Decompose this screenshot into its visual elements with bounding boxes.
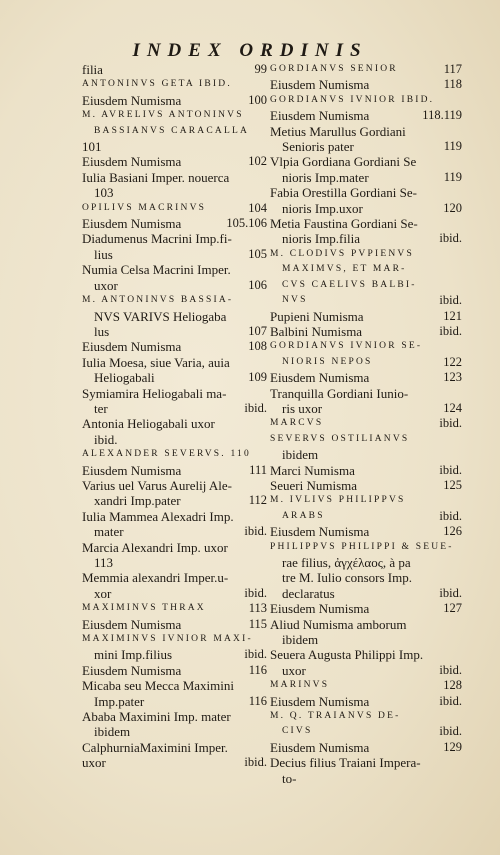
- entry-page-number: 128: [443, 678, 462, 693]
- entry-text-line: xor: [94, 585, 112, 601]
- index-entry: [82, 570, 267, 601]
- entry-text-line: ter: [94, 400, 108, 416]
- entry-page-number: ibid.: [439, 416, 462, 431]
- entry-text-line: Seuera Augusta Philippi Imp.: [270, 647, 424, 663]
- index-entry: [82, 709, 267, 740]
- entry-text-line: Aliud Numisma amborum: [270, 616, 407, 632]
- index-entry: [82, 154, 267, 169]
- entry-text-line: PHILIPPVS PHILIPPI & SEUE-: [270, 541, 454, 552]
- entry-text-line: Decius filius Traiani Impera-: [270, 755, 421, 771]
- entry-text-line: Memmia alexandri Imper.u-: [82, 570, 229, 586]
- entry-text-line: rae filius, ἀγχέλαος, à pa: [282, 555, 411, 570]
- entry-page-number: 111: [249, 462, 267, 477]
- entry-text-line: Iulia Basiani Imper. nouerca: [82, 169, 230, 185]
- entry-page-number: 119: [443, 139, 462, 154]
- entry-text-line: xandri Imp.pater: [94, 493, 181, 509]
- entry-text-line: nioris Imp.filia: [282, 231, 360, 247]
- entry-text-line: Eiusdem Numisma: [82, 216, 182, 232]
- index-entry: [270, 740, 462, 755]
- index-entry: [82, 231, 267, 262]
- entry-page-number: 102: [248, 154, 267, 169]
- entry-page-number: 104: [248, 200, 267, 215]
- entry-page-number: 105: [248, 246, 267, 261]
- entry-text-line: tre M. Iulio consors Imp.: [282, 570, 412, 586]
- entry-page-number: ibid.: [439, 462, 462, 477]
- entry-text-line: Ababa Maximini Imp. mater: [82, 709, 231, 725]
- index-entry: [82, 216, 267, 231]
- entry-text-line: Micaba seu Mecca Maximini: [82, 678, 234, 694]
- entry-text-line: 113: [94, 555, 114, 570]
- index-column-right: [270, 62, 462, 786]
- entry-text-line: MAXIMINVS IVNIOR MAXI-: [82, 634, 253, 645]
- entry-text-line: NVS: [282, 295, 308, 306]
- entry-page-number: 122: [443, 354, 462, 369]
- index-entry: [270, 694, 462, 709]
- entry-text-line: mini Imp.filius: [94, 647, 172, 663]
- entry-page-number: ibid.: [244, 647, 267, 662]
- entry-page-number: 115: [248, 616, 267, 631]
- index-entry: [82, 740, 267, 771]
- entry-text-line: uxor: [282, 662, 306, 678]
- entry-text-line: CIVS: [282, 726, 313, 737]
- entry-text-line: Eiusdem Numisma: [82, 662, 182, 678]
- entry-text-line: 101: [82, 139, 102, 155]
- entry-page-number: 118: [443, 77, 462, 92]
- entry-text-line: Tranquilla Gordiani Iunio-: [270, 385, 409, 401]
- entry-text-line: CalphurniaMaximini Imper.: [82, 739, 228, 755]
- index-entry: [270, 154, 462, 185]
- index-entry: [82, 201, 267, 216]
- entry-page-number: 99: [254, 62, 267, 76]
- entry-text-line: BASSIANVS CARACALLA: [94, 125, 250, 136]
- index-entry: [270, 247, 462, 309]
- entry-text-line: Diadumenus Macrini Imp.fi-: [82, 231, 232, 247]
- index-entry: [82, 447, 267, 462]
- entry-text-line: Seueri Numisma: [270, 477, 358, 493]
- index-entry: [270, 540, 462, 602]
- index-entry: [82, 509, 267, 540]
- entry-text-line: ris uxor: [282, 400, 323, 416]
- entry-text-line: Eiusdem Numisma: [270, 693, 370, 709]
- index-entry: [270, 678, 462, 693]
- index-entry: [82, 62, 267, 77]
- entry-text-line: Metius Marullus Gordiani: [270, 123, 406, 139]
- index-entry: [82, 93, 267, 108]
- index-entry: [270, 216, 462, 247]
- index-entry: [82, 386, 267, 417]
- index-entry: [82, 663, 267, 678]
- entry-page-number: ibid.: [244, 585, 267, 600]
- index-entry: [82, 617, 267, 632]
- entry-page-number: 105.106: [226, 216, 267, 231]
- index-entry: [270, 709, 462, 740]
- entry-page-number: ibid.: [439, 693, 462, 708]
- entry-page-number: 126: [443, 524, 462, 539]
- index-entry: [82, 293, 267, 339]
- index-entry: [82, 339, 267, 354]
- entry-page-number: 109: [248, 370, 267, 385]
- entry-text-line: Pupieni Numisma: [270, 308, 364, 324]
- entry-text-line: Iulia Mammea Alexadri Imp.: [82, 508, 234, 524]
- index-entry: [270, 77, 462, 92]
- index-entry: [82, 170, 267, 201]
- entry-text-line: Heliogabali: [94, 370, 155, 386]
- index-entry: [270, 493, 462, 524]
- entry-text-line: Balbini Numisma: [270, 323, 363, 339]
- entry-page-number: 121: [443, 308, 462, 323]
- entry-text-line: lus: [94, 323, 110, 339]
- entry-text-line: ANTONINVS GETA IBID.: [82, 79, 232, 90]
- entry-page-number: 117: [443, 62, 462, 76]
- entry-text-line: NIORIS NEPOS: [282, 356, 373, 367]
- entry-text-line: to-: [282, 770, 297, 786]
- entry-page-number: ibid.: [439, 585, 462, 600]
- entry-page-number: 120: [443, 200, 462, 215]
- entry-text-line: GORDIANVS SENIOR: [270, 64, 398, 74]
- index-entry: [82, 540, 267, 571]
- entry-text-line: M. AVRELIVS ANTONINVS: [82, 110, 244, 121]
- entry-text-line: Marcia Alexandri Imp. uxor: [82, 539, 228, 555]
- entry-page-number: 107: [248, 323, 267, 338]
- entry-text-line: Marci Numisma: [270, 462, 355, 478]
- index-entry: [270, 617, 462, 648]
- index-entry: [82, 262, 267, 293]
- entry-text-line: MAXIMINVS THRAX: [82, 603, 206, 614]
- entry-text-line: Imp.pater: [94, 693, 145, 709]
- entry-text-line: Eiusdem Numisma: [270, 370, 370, 386]
- entry-text-line: GORDIANVS IVNIOR IBID.: [270, 94, 435, 105]
- index-entry: [270, 463, 462, 478]
- entry-text-line: ALEXANDER SEVERVS. 110: [82, 449, 251, 460]
- entry-page-number: 118.119: [422, 108, 462, 123]
- index-entry: [270, 386, 462, 417]
- entry-text-line: nioris Imp.mater: [282, 169, 369, 185]
- entry-text-line: M. Q. TRAIANVS DE-: [270, 711, 401, 722]
- entry-page-number: 116: [248, 662, 267, 677]
- index-entry: [270, 524, 462, 539]
- entry-text-line: Senioris pater: [282, 139, 354, 155]
- entry-text-line: CVS CAELIVS BALBI-: [282, 279, 417, 290]
- index-entry: [270, 124, 462, 155]
- entry-text-line: NVS VARIVS Heliogaba: [94, 308, 227, 324]
- entry-text-line: Eiusdem Numisma: [82, 154, 182, 170]
- entry-page-number: ibid.: [439, 231, 462, 246]
- index-entry: [82, 478, 267, 509]
- index-entry: [270, 309, 462, 324]
- entry-text-line: OPILIVS MACRINVS: [82, 202, 207, 213]
- entry-text-line: Eiusdem Numisma: [270, 108, 370, 124]
- entry-page-number: ibid.: [244, 755, 267, 770]
- index-entry: [270, 432, 462, 463]
- index-entry: [82, 108, 267, 154]
- entry-text-line: uxor: [82, 755, 106, 771]
- entry-page-number: 124: [443, 400, 462, 415]
- index-entry: [82, 678, 267, 709]
- entry-text-line: GORDIANVS IVNIOR SE-: [270, 341, 423, 352]
- index-entry: [270, 93, 462, 108]
- entry-page-number: 113: [248, 601, 267, 616]
- entry-page-number: 119: [443, 169, 462, 184]
- entry-text-line: declaratus: [282, 585, 335, 601]
- entry-page-number: 106: [248, 277, 267, 292]
- entry-page-number: ibid.: [439, 724, 462, 739]
- entry-page-number: 127: [443, 601, 462, 616]
- entry-text-line: Eiusdem Numisma: [270, 739, 370, 755]
- entry-text-line: ARABS: [282, 510, 325, 521]
- entry-text-line: Eiusdem Numisma: [82, 92, 182, 108]
- entry-page-number: ibid.: [244, 400, 267, 415]
- entry-text-line: Symiamira Heliogabali ma-: [82, 385, 227, 401]
- entry-text-line: lius: [94, 246, 113, 262]
- index-column-left: [82, 62, 267, 771]
- index-entry: [82, 463, 267, 478]
- index-entry: [270, 62, 462, 77]
- entry-text-line: ibidem: [282, 632, 319, 648]
- index-entry: [270, 108, 462, 123]
- entry-text-line: M. IVLIVS PHILIPPVS: [270, 495, 406, 506]
- index-entry: [270, 478, 462, 493]
- entry-text-line: MARCVS: [270, 418, 324, 429]
- entry-text-line: Eiusdem Numisma: [82, 462, 182, 478]
- entry-page-number: ibid.: [244, 524, 267, 539]
- index-entry: [270, 370, 462, 385]
- entry-page-number: 116: [248, 693, 267, 708]
- entry-text-line: filia: [82, 62, 103, 77]
- entry-page-number: 129: [443, 739, 462, 754]
- entry-page-number: ibid.: [439, 323, 462, 338]
- entry-text-line: mater: [94, 524, 124, 540]
- entry-page-number: 108: [248, 339, 267, 354]
- entry-page-number: ibid.: [439, 293, 462, 308]
- index-entry: [270, 339, 462, 370]
- entry-text-line: M. CLODIVS PVPIENVS: [270, 248, 414, 259]
- entry-text-line: Eiusdem Numisma: [270, 524, 370, 540]
- entry-text-line: Numia Celsa Macrini Imper.: [82, 262, 231, 278]
- index-entry: [82, 77, 267, 92]
- page-header: INDEX ORDINIS: [132, 40, 368, 61]
- entry-text-line: M. ANTONINVS BASSIA-: [82, 295, 234, 306]
- entry-page-number: 123: [443, 370, 462, 385]
- index-entry: [270, 185, 462, 216]
- entry-text-line: Eiusdem Numisma: [82, 339, 182, 355]
- entry-text-line: Eiusdem Numisma: [270, 601, 370, 617]
- entry-text-line: uxor: [94, 277, 118, 293]
- index-entry: [270, 601, 462, 616]
- entry-text-line: ibidem: [94, 724, 131, 740]
- entry-page-number: 112: [248, 493, 267, 508]
- entry-page-number: 125: [443, 477, 462, 492]
- index-entry: [270, 647, 462, 678]
- entry-text-line: Iulia Moesa, siue Varia, auia: [82, 354, 230, 370]
- entry-page-number: ibid.: [439, 508, 462, 523]
- index-entry: [270, 755, 462, 786]
- index-entry: [82, 601, 267, 616]
- index-entry: [270, 416, 462, 431]
- entry-page-number: ibid.: [439, 662, 462, 677]
- entry-text-line: ibidem: [282, 447, 319, 463]
- index-entry: [270, 324, 462, 339]
- index-entry: [82, 632, 267, 663]
- entry-text-line: MARINVS: [270, 680, 330, 691]
- entry-text-line: ibid.: [94, 431, 118, 447]
- entry-page-number: 100: [248, 92, 267, 107]
- entry-text-line: Antonia Heliogabali uxor: [82, 416, 215, 432]
- index-entry: [82, 355, 267, 386]
- entry-text-line: Eiusdem Numisma: [82, 616, 182, 632]
- entry-text-line: 103: [94, 185, 114, 201]
- entry-text-line: Metia Faustina Gordiani Se-: [270, 216, 418, 232]
- index-entry: [82, 416, 267, 447]
- entry-text-line: MAXIMVS, ET MAR-: [282, 264, 407, 275]
- entry-text-line: Vlpia Gordiana Gordiani Se: [270, 154, 417, 170]
- entry-text-line: SEVERVS OSTILIANVS: [270, 433, 410, 444]
- entry-text-line: Eiusdem Numisma: [270, 77, 370, 93]
- entry-text-line: Fabia Orestilla Gordiani Se-: [270, 185, 417, 201]
- entry-text-line: nioris Imp.uxor: [282, 200, 363, 216]
- entry-text-line: Varius uel Varus Aurelij Ale-: [82, 477, 232, 493]
